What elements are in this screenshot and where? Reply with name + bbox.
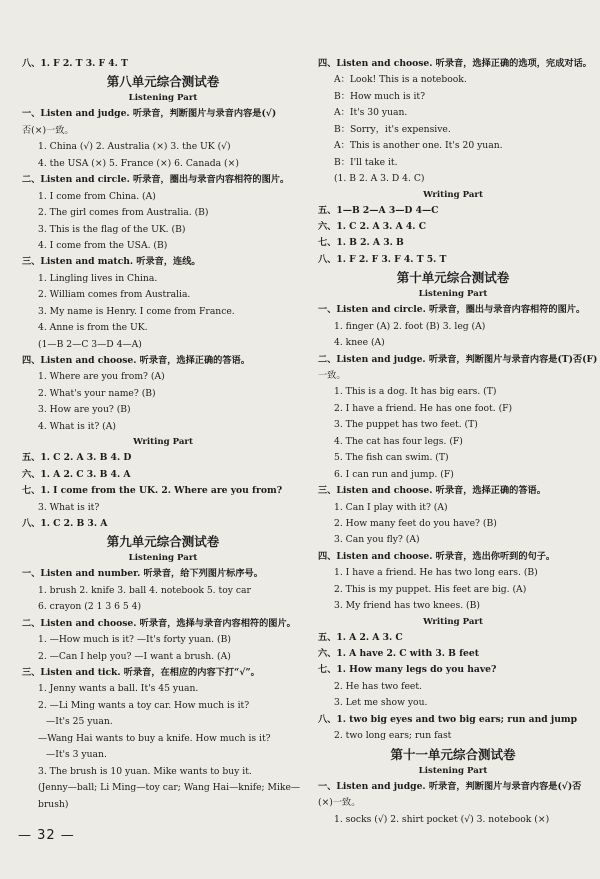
answer-line: 3. Let me show you. <box>334 697 428 709</box>
section-line: 八、1. F 2. F 3. F 4. T 5. T <box>318 253 447 265</box>
unit-title: 第十单元综合测试卷 <box>396 270 510 286</box>
answer-line: 4. The cat has four legs. (F) <box>334 435 463 447</box>
section-line: 八、1. two big eyes and two big ears; run and jump <box>318 713 578 725</box>
continuation-line: 一致。 <box>318 370 346 381</box>
right-column <box>318 56 598 828</box>
section-line: 三、Listen and tick. 听录音，在相应的内容下打“√”。 <box>22 667 260 678</box>
answer-line: 3. My name is Henry. I come from France. <box>38 305 235 317</box>
answer-line: 1. finger (A) 2. foot (B) 3. leg (A) <box>334 320 486 332</box>
part-heading: Writing Part <box>423 189 483 200</box>
part-heading: Writing Part <box>423 616 483 627</box>
section-line: 四、Listen and choose. 听录音，选择正确的答语。 <box>22 355 250 366</box>
answer-line: 1. Lingling lives in China. <box>38 272 158 284</box>
answer-line: 3. My friend has two knees. (B) <box>334 600 480 612</box>
page-number: — 32 — <box>18 828 75 843</box>
answer-line: 1. China (√) 2. Australia (×) 3. the UK (√) <box>38 141 231 153</box>
answer-line: 3. The puppet has two feet. (T) <box>334 419 478 431</box>
answer-line: 3. The brush is 10 yuan. Mike wants to buy it. <box>38 765 252 777</box>
answer-line: 1. Jenny wants a ball. It's 45 yuan. <box>38 683 199 695</box>
section-line: 六、1. A have 2. C with 3. B feet <box>318 648 479 659</box>
section-line: 六、1. C 2. A 3. A 4. C <box>318 220 427 232</box>
answer-line: 2. What's your name? (B) <box>38 387 156 399</box>
continuation-line: 否(×)一致。 <box>22 124 74 136</box>
continuation-line: (×)一致。 <box>318 797 361 809</box>
answer-line: 6. I can run and jump. (F) <box>334 468 454 480</box>
answer-line: 2. I have a friend. He has one foot. (F) <box>334 402 513 414</box>
answer-line: A：It's 30 yuan. <box>334 107 408 119</box>
answer-line: A：Look! This is a notebook. <box>334 74 467 86</box>
section-line: 一、Listen and judge. 听录音，判断图片与录音内容是(√)否 <box>318 780 582 792</box>
section-line: 五、1. A 2. A 3. C <box>318 631 403 643</box>
answer-line: B：How much is it? <box>334 90 426 102</box>
answer-line: 2. —Li Ming wants a toy car. How much is it? <box>38 699 250 711</box>
answer-line: (Jenny—ball; Li Ming—toy car; Wang Hai—knife; Mike— <box>38 782 301 794</box>
answer-line: 4. I come from the USA. (B) <box>38 239 168 251</box>
section-line: 八、1. F 2. T 3. F 4. T <box>22 58 128 69</box>
section-line: 七、1. I come from the UK. 2. Where are you from? <box>22 485 283 497</box>
section-line: 八、1. C 2. B 3. A <box>22 517 108 529</box>
answer-line: 1. I have a friend. He has two long ears. (B) <box>334 567 538 579</box>
answer-line: 4. knee (A) <box>334 337 385 349</box>
answer-line: 1. Where are you from? (A) <box>38 371 165 383</box>
part-heading: Writing Part <box>133 437 193 448</box>
answer-line: A：This is another one. It's 20 yuan. <box>334 140 503 152</box>
answer-line: 4. the USA (×) 5. France (×) 6. Canada (×) <box>38 157 239 169</box>
part-heading: Listening Part <box>128 93 198 104</box>
answer-line: 1. This is a dog. It has big ears. (T) <box>334 386 497 398</box>
answer-line: 4. What is it? (A) <box>38 420 116 432</box>
answer-line: (1. B 2. A 3. D 4. C) <box>334 173 425 185</box>
answer-line: 2. How many feet do you have? (B) <box>334 517 497 529</box>
section-line: 七、1. How many legs do you have? <box>318 664 497 676</box>
answer-line: 3. Can you fly? (A) <box>334 534 420 546</box>
left-column <box>22 56 304 813</box>
answer-line: 3. How are you? (B) <box>38 404 131 416</box>
answer-line: 3. This is the flag of the UK. (B) <box>38 223 186 235</box>
answer-line: 5. The fish can swim. (T) <box>334 452 449 464</box>
answer-line: 6. crayon (2 1 3 6 5 4) <box>38 601 142 613</box>
unit-title: 第十一单元综合测试卷 <box>390 746 516 762</box>
section-line: 三、Listen and choose. 听录音，选择正确的答语。 <box>318 485 546 497</box>
section-line: 一、Listen and number. 听录音，给下列图片标序号。 <box>22 568 263 580</box>
answer-line: —It's 25 yuan. <box>46 716 113 728</box>
answer-line: 1. Can I play with it? (A) <box>334 501 448 513</box>
section-line: 三、Listen and match. 听录音，连线。 <box>22 256 201 268</box>
answer-line: 1. socks (√) 2. shirt pocket (√) 3. notebook (×) <box>334 813 550 825</box>
section-line: 二、Listen and judge. 听录音，判断图片与录音内容是(T)否(F) <box>318 353 598 365</box>
section-line: 六、1. A 2. C 3. B 4. A <box>22 468 131 480</box>
answer-line: brush) <box>38 798 69 810</box>
unit-title: 第九单元综合测试卷 <box>106 534 220 550</box>
part-heading: Listening Part <box>418 289 488 300</box>
answer-line: 2. —Can I help you? —I want a brush. (A) <box>38 650 231 662</box>
answer-line: 2. William comes from Australia. <box>38 289 191 301</box>
section-line: 五、1. C 2. A 3. B 4. D <box>22 452 132 464</box>
section-line: 四、Listen and choose. 听录音，选择正确的选项，完成对话。 <box>318 58 592 69</box>
answer-line: —Wang Hai wants to buy a knife. How much is it? <box>38 732 271 744</box>
part-heading: Listening Part <box>418 765 488 776</box>
answer-line: B：Sorry，it's expensive. <box>334 123 451 135</box>
answer-line: 4. Anne is from the UK. <box>38 322 148 334</box>
answer-line: 1. brush 2. knife 3. ball 4. notebook 5. toy car <box>38 584 251 596</box>
answer-line: —It's 3 yuan. <box>46 749 107 761</box>
unit-title: 第八单元综合测试卷 <box>106 74 220 90</box>
answer-line: B：I'll take it. <box>334 156 398 168</box>
section-line: 一、Listen and circle. 听录音，圈出与录音内容相符的图片。 <box>318 304 586 316</box>
answer-line: 2. This is my puppet. His feet are big. (A) <box>334 583 527 595</box>
answer-line: 2. He has two feet. <box>334 680 422 692</box>
answer-line: 2. The girl comes from Australia. (B) <box>38 207 209 219</box>
answer-line: 2. two long ears; run fast <box>334 730 452 742</box>
section-line: 二、Listen and choose. 听录音，选择与录音内容相符的图片。 <box>22 617 296 629</box>
answer-line: (1—B 2—C 3—D 4—A) <box>38 338 142 350</box>
part-heading: Listening Part <box>128 553 198 564</box>
section-line: 四、Listen and choose. 听录音，选出你听到的句子。 <box>318 550 556 562</box>
answer-line: 1. I come from China. (A) <box>38 190 156 202</box>
section-line: 一、Listen and judge. 听录音，判断图片与录音内容是(√) <box>22 108 277 120</box>
section-line: 五、1—B 2—A 3—D 4—C <box>318 204 439 216</box>
section-line: 二、Listen and circle. 听录音，圈出与录音内容相符的图片。 <box>22 174 290 186</box>
answer-line: 1. —How much is it? —It's forty yuan. (B) <box>38 634 231 646</box>
section-line: 七、1. B 2. A 3. B <box>318 237 404 249</box>
answer-line: 3. What is it? <box>38 501 100 513</box>
